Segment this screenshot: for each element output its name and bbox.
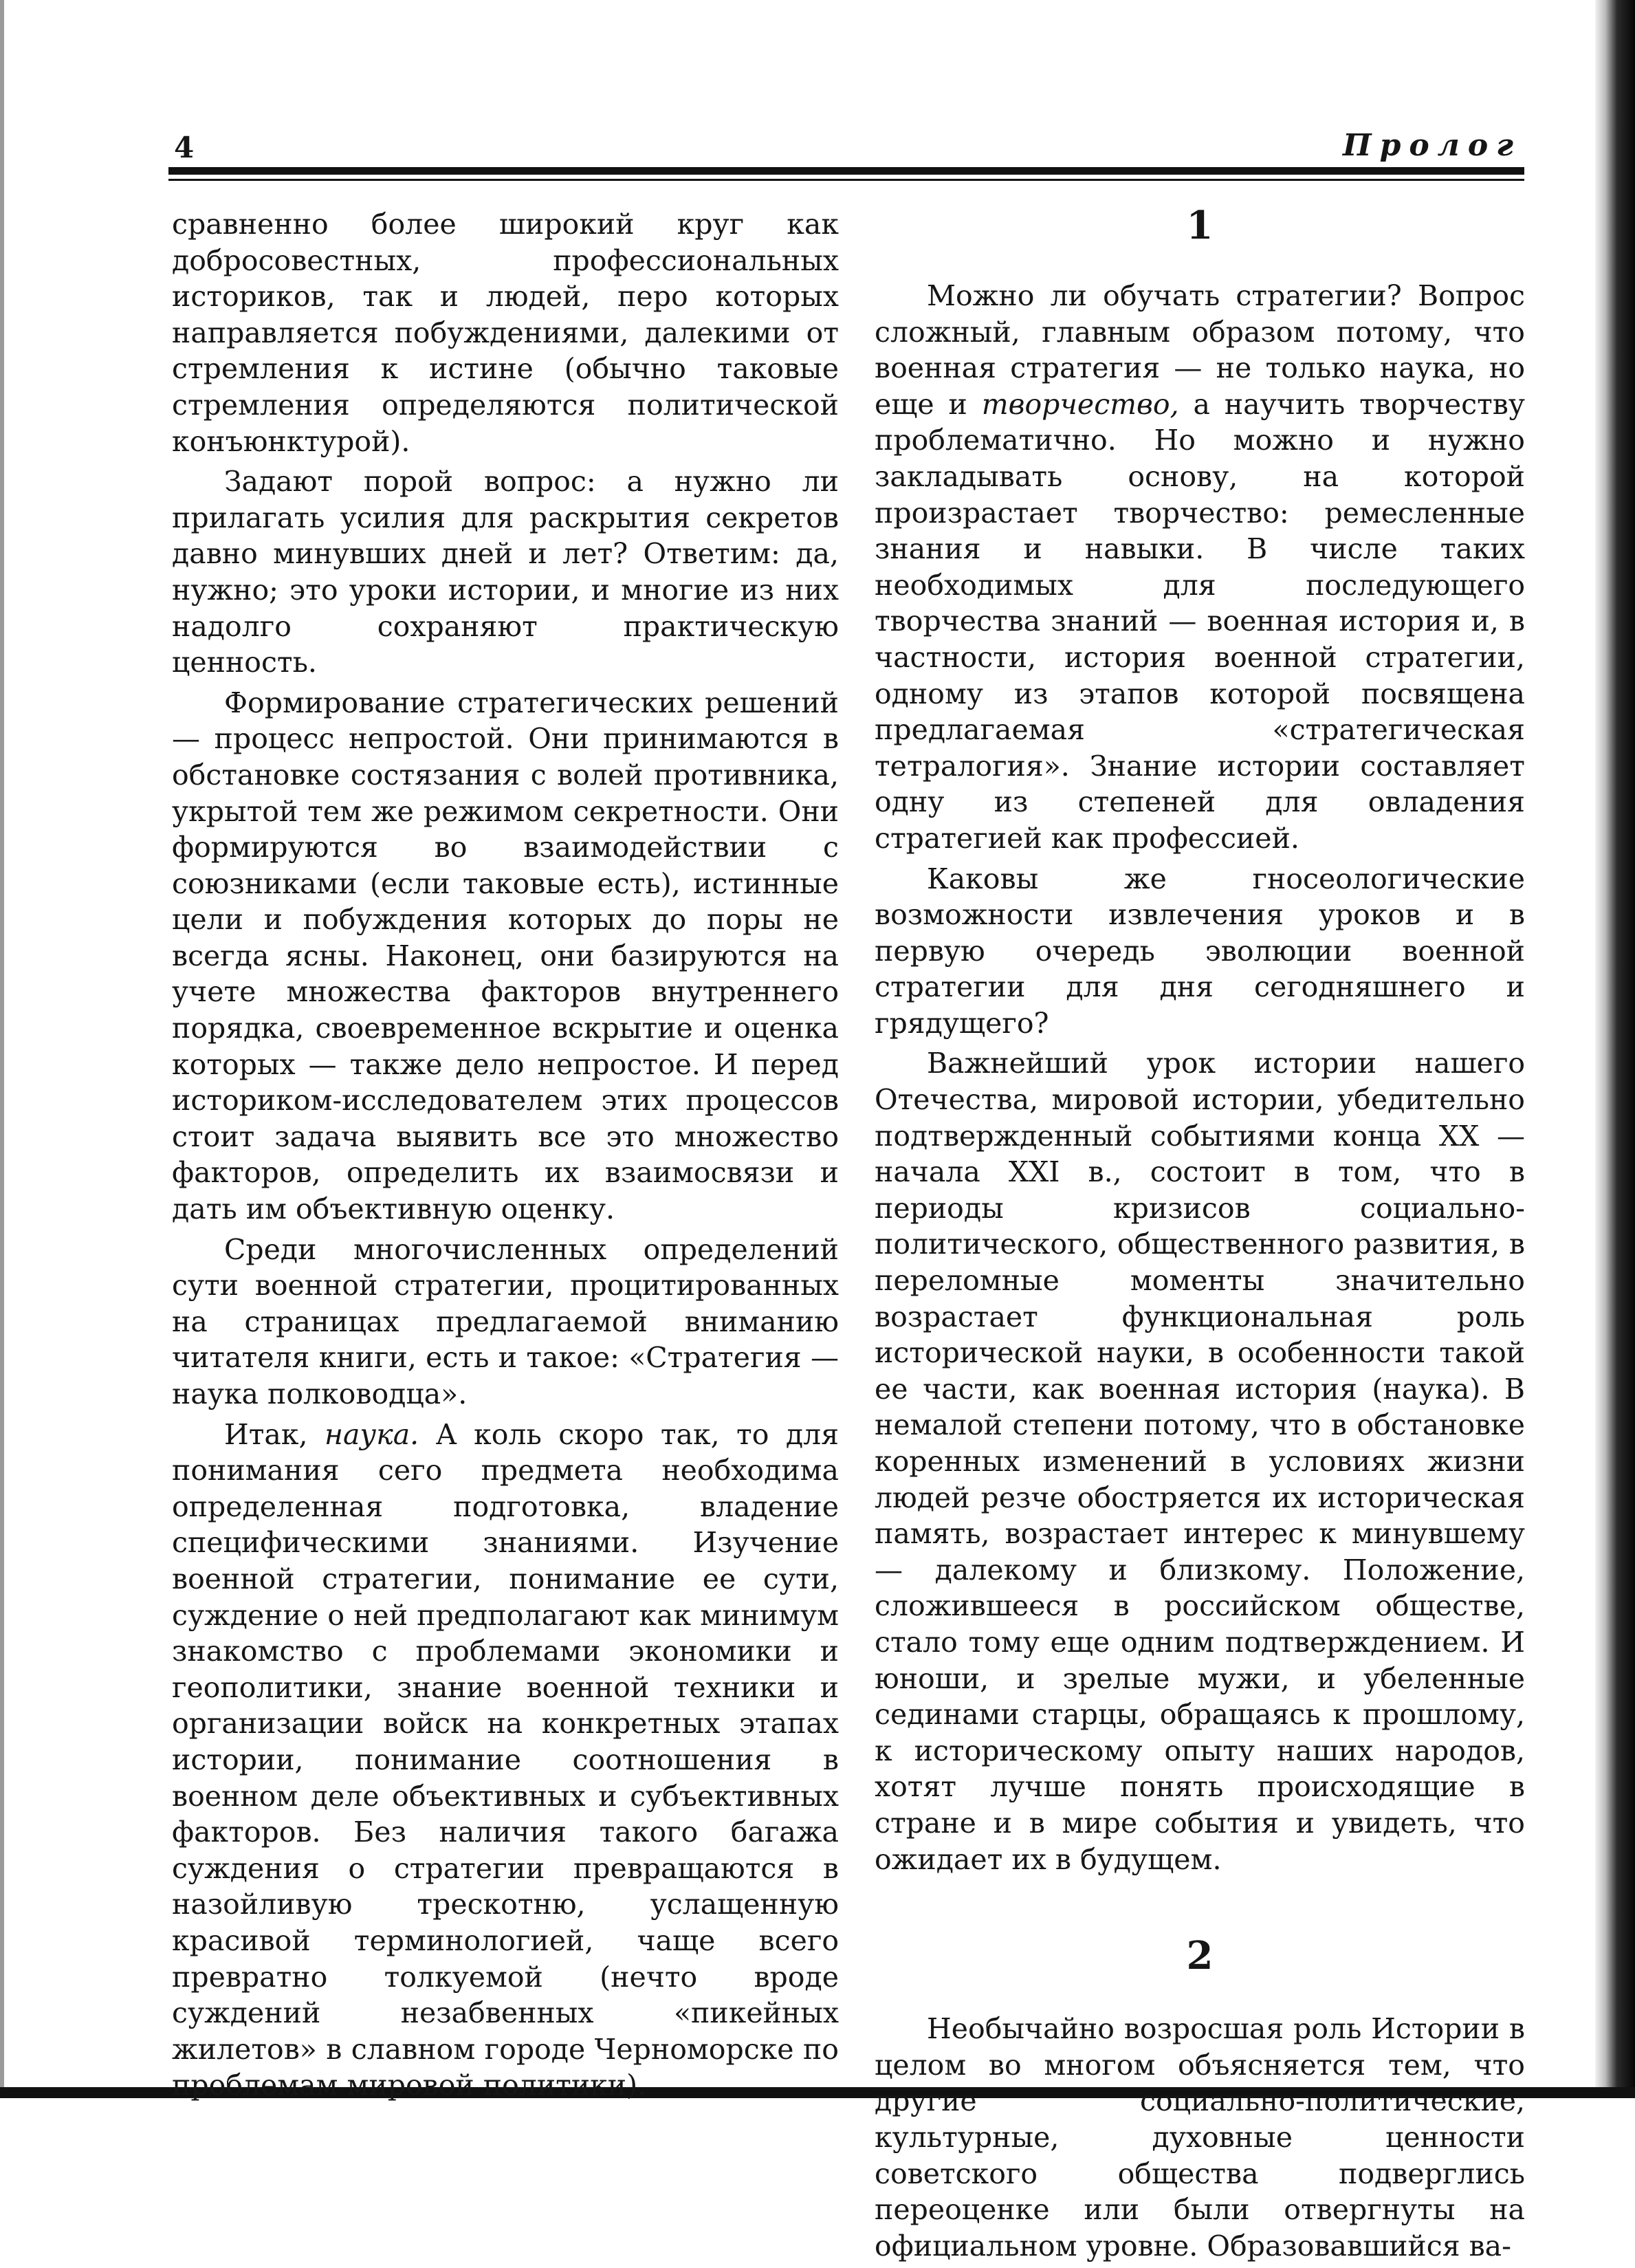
paragraph: Важнейший урок истории нашего Отечества, мировой истории, убедительно подтвержденный событиями конца XX — начала XXI в., состоит в том, что в периоды кризисов социально-политического, общественного развития, в переломные моменты значительно возрастает функциональная роль исторической науки, в особенности такой ее части, как военная история (наука). В немалой степени потому, что в обстановке коренных изменений в условиях жизни людей резче обостряется их историческая память, возрастает интерес к минувшему — далекому и близкому. Положение, сложившееся в российском обществе, стало тому еще одним подтверждением. И юноши, и зрелые мужи, и убеленные сединами старцы, обращаясь к прошлому, к историческому опыту наших народов, хотят лучше понять происходящие в стране и в мире события и увидеть, что ожидает их в будущем. (875, 1047, 1525, 1876)
emphasis-word: наука. (324, 1417, 419, 1451)
section-number: 1 (1186, 203, 1214, 248)
paragraph: сравненно более широкий круг как добросовестных, профессиональных историков, так и людей, перо которых направляется побуждениями, далекими от стремления к истине (обычно таковые стремления определяются политической конъюнктурой). (172, 208, 839, 458)
header-rule-thin (168, 179, 1524, 181)
left-column (172, 206, 839, 2108)
page-header (168, 124, 1524, 172)
paragraph: Задают порой вопрос: а нужно ли прилагать усилия для раскрытия секретов давно минувших дней и лет? Ответим: да, нужно; это уроки истории, и многие из них надолго сохраняют практическую ценность. (172, 465, 839, 679)
paragraph-rest: А коль скоро так, то для понимания сего предмета необходима определенная подготовка, владение специфическими знаниями. Изучение военной стратегии, понимание ее сути, суждение о ней предполагают как минимум знакомство с проблемами экономики и геополитики, знание военной техники и организации войск на конкретных этапах истории, понимание соотношения в военном деле объективных и субъективных факторов. Без наличия такого багажа суждения о стратегии превращаются в назойливую трескотню, услащенную красивой терминологией, чаще всего превратно толкуемой (нечто вроде суждений незабвенных «пикейных жилетов» в славном городе Черноморске по проблемам мировой политики). (172, 1417, 839, 2102)
paragraph: Необычайно возросшая роль Истории в целом во многом объясняется тем, что другие социально-политические, культурные, духовные ценности советского общества подверглись переоценке или были отвергнуты на официальном уровне. Образовавшийся ва- (875, 2012, 1525, 2262)
paragraph: Среди многочисленных определений сути военной стратегии, процитированных на страницах предлагаемой вниманию читателя книги, есть и такое: «Стратегия — наука полководца». (172, 1232, 839, 1410)
paragraph-rest: а научить творчеству проблематично. Но можно и нужно закладывать основу, на которой произрастает творчество: ремесленные знания и навыки. В числе таких необходимых для последующего творчества знаний — военная история и, в частности, история военной стратегии, одному из этапов которой посвящена предлагаемая «стратегическая тетралогия». Знание истории составляет одну из степеней для овладения стратегией как профессией. (875, 387, 1525, 855)
emphasis-word: творчество, (981, 387, 1179, 421)
paragraph-lead: Можно ли обучать стратегии? Вопрос сложный, главным образом потому, что военная стратегия — не только наука, но еще и (875, 279, 1525, 421)
paragraph: Формирование стратегических решений — процесс непростой. Они принимаются в обстановке состязания с волей противника, укрытой тем же режимом секретности. Они формируются во взаимодействии с союзниками (если таковые есть), истинные цели и побуждения которых до поры не всегда ясны. Наконец, они базируются на учете множества факторов внутреннего порядка, своевременное вскрытие и оценка которых — также дело непростое. И перед историком-исследователем этих процессов стоит задача выявить все это множество факторов, определить их взаимосвязи и дать им объективную оценку. (172, 686, 839, 1226)
page-number: 4 (174, 131, 195, 164)
right-column (875, 203, 1525, 2268)
paragraph (875, 278, 1525, 857)
paragraph-lead: Итак, (224, 1417, 308, 1451)
running-head: Пролог (1343, 128, 1522, 163)
paragraph: Каковы же гносеологические возможности извлечения уроков и в первую очередь эволюции военной стратегии для дня сегодняшнего и грядущего? (875, 862, 1525, 1040)
scan-left-edge (0, 0, 4, 2098)
section-number: 2 (1186, 1933, 1214, 1979)
header-rule-thick (168, 167, 1524, 175)
scan-binding-shadow (1595, 0, 1635, 2098)
paragraph (172, 1417, 839, 2104)
